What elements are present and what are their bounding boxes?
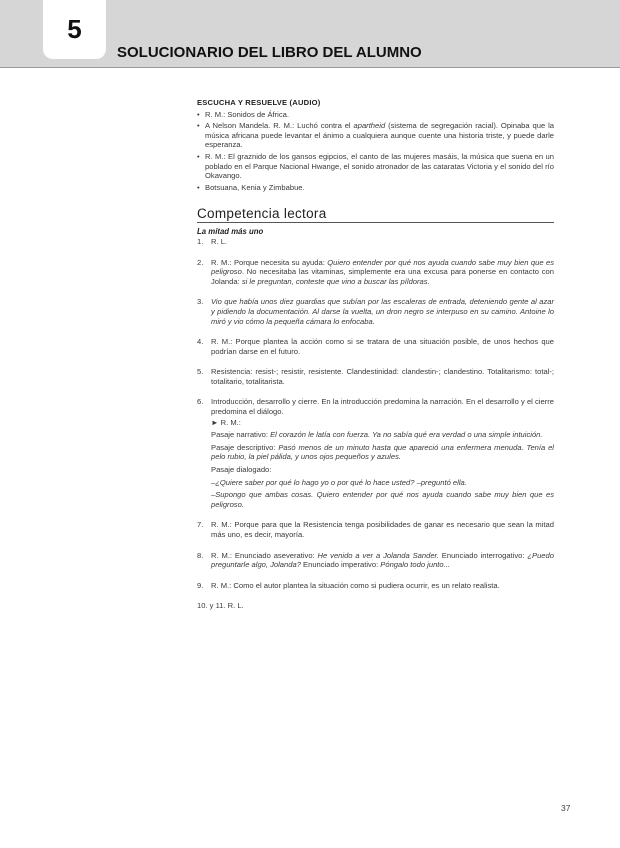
list-item: • R. M.: Sonidos de África. [197, 110, 554, 120]
answer-item-5: 5. Resistencia: resist-; resistir, resistente. Clandestinidad: clandestin-; clandestino. Totalitarismo: total-; totalitario, totalitarista. [197, 367, 554, 386]
answer-item-4: 4. R. M.: Porque plantea la acción como si se tratara de una situación posible, de unos hechos que podrían darse en el futuro. [197, 337, 554, 356]
answer-item-7: 7. R. M.: Porque para que la Resistencia tenga posibilidades de ganar es necesario que sean la mitad más uno, es decir, mayoría. [197, 520, 554, 539]
descriptive-passage: Pasaje descriptivo: Pasó menos de un minuto hasta que apareció una enfermera menuda. Tenía el pelo rubio, la piel pálida, y unos ojos pequeños y azules. [211, 442, 554, 462]
section-heading-escucha: ESCUCHA Y RESUELVE (AUDIO) [197, 98, 321, 107]
chapter-number: 5 [67, 14, 82, 44]
answer-item-10-11: 10. y 11. R. L. [197, 601, 244, 611]
main-content [197, 98, 554, 611]
answer-item-9: 9. R. M.: Como el autor plantea la situación como si pudiera ocurrir, es un relato realista. [197, 580, 500, 590]
answer-item-3: 3. Vio que había unos diez guardias que subían por las escaleras de entrada, deteniendo gente al azar y pidiendo la documentación. Al darse la vuelta, un dron negro se interpuso en su camino. Antoine lo miró y vio cómo la pequeña cámara lo enfocaba. [197, 297, 554, 326]
section-title-competencia: Competencia lectora [197, 206, 554, 223]
list-item: • Botsuana, Kenia y Zimbabue. [197, 183, 554, 193]
answer-item-8: 8. R. M.: Enunciado aseverativo: He venido a ver a Jolanda Sander. Enunciado interrogativo: ¿Puedo preguntarle algo, Jolanda? Enunciado imperativo: Póngalo todo junto... [197, 550, 554, 570]
narrative-passage: Pasaje narrativo: El corazón le latía con fuerza. Ya no sabía qué era verdad o una simple intuición. [211, 430, 543, 440]
dialogue-line: –¿Quiere saber por qué lo hago yo o por qué lo hace usted? –preguntó ella. [211, 477, 467, 487]
dialogue-line: –Supongo que ambas cosas. Quiero entender por qué nos ayuda cuando sabe muy bien que es peligroso. [211, 490, 554, 509]
dialogue-passage-label: Pasaje dialogado: [211, 465, 272, 475]
chapter-tab [43, 0, 106, 59]
page-header-title: SOLUCIONARIO DEL LIBRO DEL ALUMNO [117, 44, 422, 61]
answer-item-2: 2. R. M.: Porque necesita su ayuda: Quiero entender por qué nos ayuda cuando sabe muy bien que es peligroso. No necesitaba las vitaminas, simplemente era una excusa para ponerse en contacto con Jolanda: si le preguntan, conteste que vino a buscar las píldoras. [197, 257, 554, 286]
model-answer-marker: ► R. M.: [211, 417, 241, 427]
list-item: • R. M.: El graznido de los gansos egipcios, el canto de las mujeres masáis, la música que suena en un poblado en el Parque Nacional Hwange, el sonido atronador de las cataratas Victoria y el sonido del río Okavango. [197, 152, 554, 181]
escucha-list [197, 110, 554, 193]
page-number: 37 [561, 803, 571, 813]
answer-item-1: 1. R. L. [197, 236, 228, 246]
reading-subtitle: La mitad más uno [197, 227, 264, 237]
list-item: • A Nelson Mandela. R. M.: Luchó contra el apartheid (sistema de segregación racial). Opinaba que la música africana puede levantar el ánimo a cualquiera aunque cuente una historia triste, y puede darle esperanza. [197, 121, 554, 150]
answer-item-6: 6. Introducción, desarrollo y cierre. En la introducción predomina la narración. En el desarrollo y el cierre predomina el diálogo. ► R. M.: Pasaje narrativo: El corazón le latía con fuerza. Ya no sabía qué era verdad o una simple intuición. Pasaje descriptivo: Pasó menos de un minuto hasta que apareció una enfermera menuda. Tenía el pelo rubio, la piel pálida, y unos ojos pequeños y azules. Pasaje dialogado: –¿Quiere saber por qué lo hago yo o por qué lo hace usted? –preguntó ella. –Supongo que ambas cosas. Quiero entender por qué nos ayuda cuando sabe muy bien que es peligroso. [197, 397, 554, 509]
header-divider [0, 67, 620, 68]
